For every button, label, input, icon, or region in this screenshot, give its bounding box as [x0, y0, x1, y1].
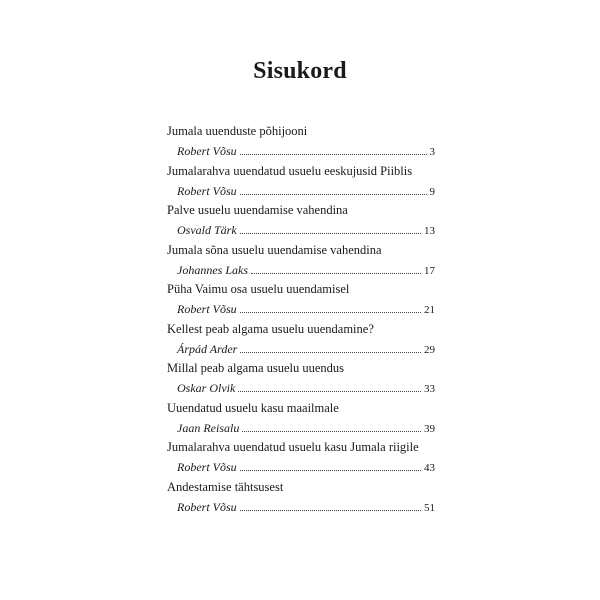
toc-entry-page: 43	[424, 462, 435, 474]
toc-entry-author: Oskar Olvik	[177, 381, 236, 395]
toc-entry-author: Robert Võsu	[177, 302, 237, 316]
toc-entry-title: Püha Vaimu osa usuelu uuendamisel	[167, 282, 350, 296]
toc-entry-title: Andestamise tähtsusest	[167, 479, 284, 494]
dot-leader	[238, 380, 421, 392]
toc-entry-author: Jaan Reisalu	[177, 420, 240, 435]
toc-entry-author: Robert Võsu	[177, 460, 237, 474]
toc-entry-title: Jumalarahva uuendatud usuelu eeskujusid Piiblis	[167, 163, 413, 178]
toc-entry-line	[177, 143, 435, 159]
toc-entry-page: 33	[424, 383, 435, 395]
toc-entry-title: Jumala sõna usuelu uuendamise vahendina	[167, 242, 382, 257]
dot-leader	[251, 262, 421, 274]
toc-entry-title: Jumalarahva uuendatud usuelu kasu Jumala riigile	[167, 440, 419, 454]
toc-entry[interactable]	[167, 479, 435, 519]
dot-leader	[240, 301, 421, 313]
toc-entry-line	[177, 301, 435, 317]
toc-entry-title: Kellest peab algama usuelu uuendamine?	[167, 321, 374, 336]
dot-leader	[240, 499, 421, 511]
toc-entry-title: Millal peab algama usuelu uuendus	[167, 361, 345, 375]
toc-entry[interactable]	[167, 163, 435, 203]
toc-entry-line	[177, 222, 435, 238]
toc-entry-author: Robert Võsu	[177, 499, 237, 514]
toc-entry-page: 9	[429, 185, 435, 198]
dot-leader	[240, 341, 421, 353]
toc-entry-line	[177, 262, 435, 278]
toc-entry-page: 39	[424, 422, 435, 435]
toc-entry-title: Palve usuelu uuendamise vahendina	[167, 203, 348, 217]
dot-leader	[240, 222, 421, 234]
toc-entry[interactable]	[167, 281, 435, 321]
page-title: Sisukord	[253, 58, 347, 84]
toc-entry-line	[177, 341, 435, 357]
toc-entry[interactable]	[167, 439, 435, 479]
toc-entry[interactable]	[167, 202, 435, 242]
dot-leader	[240, 183, 427, 195]
toc-entry-page: 51	[424, 501, 435, 514]
toc-entry-author: Robert Võsu	[177, 144, 237, 158]
toc-entry-line	[177, 459, 435, 475]
toc-entry-line	[177, 183, 435, 199]
toc-entry-line	[177, 420, 435, 436]
toc-entry-page: 3	[429, 146, 435, 158]
toc-entry[interactable]	[167, 321, 435, 361]
toc-entry-line	[177, 499, 435, 515]
toc-entry-page: 13	[424, 225, 435, 237]
toc-entry[interactable]	[167, 123, 435, 163]
dot-leader	[240, 143, 427, 155]
toc-entry[interactable]	[167, 360, 435, 400]
toc-entry[interactable]	[167, 400, 435, 440]
dot-leader	[240, 459, 421, 471]
toc-entry-title: Uuendatud usuelu kasu maailmale	[167, 400, 339, 415]
toc-entry-page: 21	[424, 304, 435, 316]
toc-entry-page: 17	[424, 264, 435, 277]
toc-entry-author: Robert Võsu	[177, 183, 237, 198]
dot-leader	[242, 420, 421, 432]
toc-entry-author: Árpád Arder	[177, 341, 238, 356]
toc-entry-author: Johannes Laks	[177, 262, 248, 277]
table-of-contents	[167, 123, 435, 518]
toc-entry-author: Osvald Tärk	[177, 223, 237, 237]
toc-entry-line	[177, 380, 435, 396]
toc-entry-title: Jumala uuenduste põhijooni	[167, 124, 308, 138]
toc-entry[interactable]	[167, 242, 435, 282]
toc-entry-page: 29	[424, 343, 435, 356]
